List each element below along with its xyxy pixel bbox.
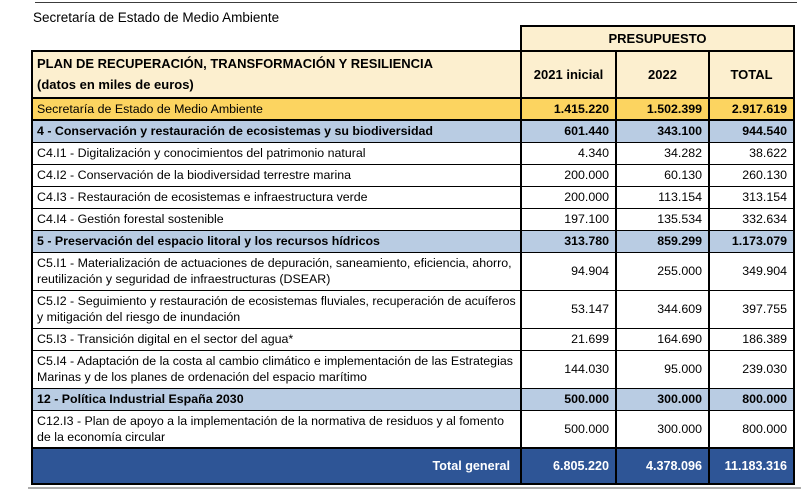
cell-total: 38.622 (709, 142, 794, 164)
cell-2022: 95.000 (616, 350, 709, 388)
cell-2021: 197.100 (521, 208, 616, 230)
cell-2021: 200.000 (521, 186, 616, 208)
cell-2022: 300.000 (616, 410, 709, 448)
cell-2021: 313.780 (521, 230, 616, 252)
row-label: C4.I4 - Gestión forestal sostenible (32, 208, 521, 230)
row-label: C4.I1 - Digitalización y conocimientos del patrimonio natural (32, 142, 521, 164)
row-label: Secretaría de Estado de Medio Ambiente (32, 98, 521, 120)
presupuesto-header-row (32, 26, 794, 51)
table-row (32, 410, 794, 448)
total-label: Total general (32, 448, 521, 484)
table-row (32, 290, 794, 328)
cell-total: 239.030 (709, 350, 794, 388)
cell-2021: 6.805.220 (521, 448, 616, 484)
cell-2022: 113.154 (616, 186, 709, 208)
column-header-2022: 2022 (616, 51, 709, 98)
cell-2022: 1.502.399 (616, 98, 709, 120)
cell-total: 944.540 (709, 120, 794, 142)
cell-2022: 60.130 (616, 164, 709, 186)
row-label: 12 - Política Industrial España 2030 (32, 388, 521, 410)
page-title: Secretaría de Estado de Medio Ambiente (33, 10, 280, 25)
cell-2022: 859.299 (616, 230, 709, 252)
cell-total: 397.755 (709, 290, 794, 328)
cell-total: 186.389 (709, 328, 794, 350)
cell-2021: 4.340 (521, 142, 616, 164)
cell-2021: 601.440 (521, 120, 616, 142)
cell-2021: 200.000 (521, 164, 616, 186)
column-header-row (32, 51, 794, 98)
cell-2022: 343.100 (616, 120, 709, 142)
cell-2022: 34.282 (616, 142, 709, 164)
cell-total: 800.000 (709, 388, 794, 410)
cell-total: 2.917.619 (709, 98, 794, 120)
cell-2022: 300.000 (616, 388, 709, 410)
cell-2021: 53.147 (521, 290, 616, 328)
row-label: C5.I1 - Materialización de actuaciones de depuración, saneamiento, eficiencia, ahorro, reutilización y seguridad de infraestructuras (DSEAR) (32, 252, 521, 290)
table-row (32, 328, 794, 350)
table-row (32, 252, 794, 290)
table-row (32, 350, 794, 388)
cell-total: 800.000 (709, 410, 794, 448)
table-row-section (32, 120, 794, 142)
row-label: C5.I3 - Transición digital en el sector del agua* (32, 328, 521, 350)
table-row-department (32, 98, 794, 120)
table-row-grand-total (32, 448, 794, 484)
budget-table (31, 25, 795, 485)
cell-2021: 1.415.220 (521, 98, 616, 120)
cell-total: 260.130 (709, 164, 794, 186)
cell-2021: 94.904 (521, 252, 616, 290)
table-title-line2: (datos en miles de euros) (37, 76, 194, 92)
table-row-section (32, 388, 794, 410)
row-label: C4.I3 - Restauración de ecosistemas e infraestructura verde (32, 186, 521, 208)
cell-total: 11.183.316 (709, 448, 794, 484)
cell-2022: 344.609 (616, 290, 709, 328)
cell-total: 313.154 (709, 186, 794, 208)
bottom-divider (28, 487, 801, 489)
table-row (32, 208, 794, 230)
cell-total: 349.904 (709, 252, 794, 290)
presupuesto-group-header: PRESUPUESTO (521, 26, 794, 51)
cell-2021: 21.699 (521, 328, 616, 350)
top-divider (35, 2, 797, 3)
column-header-2021: 2021 inicial (521, 51, 616, 98)
cell-2022: 255.000 (616, 252, 709, 290)
cell-2021: 500.000 (521, 410, 616, 448)
table-title-cell (32, 51, 521, 98)
cell-2022: 135.534 (616, 208, 709, 230)
row-label: 5 - Preservación del espacio litoral y los recursos hídricos (32, 230, 521, 252)
table-row (32, 186, 794, 208)
corner-spacer (32, 26, 521, 51)
cell-total: 332.634 (709, 208, 794, 230)
cell-2022: 164.690 (616, 328, 709, 350)
cell-2021: 500.000 (521, 388, 616, 410)
row-label: C5.I2 - Seguimiento y restauración de ecosistemas fluviales, recuperación de acuíferos y mitigación del riesgo de inundación (32, 290, 521, 328)
cell-2022: 4.378.096 (616, 448, 709, 484)
row-label: C4.I2 - Conservación de la biodiversidad terrestre marina (32, 164, 521, 186)
cell-total: 1.173.079 (709, 230, 794, 252)
table-row (32, 164, 794, 186)
column-header-total: TOTAL (709, 51, 794, 98)
table-title-line1: PLAN DE RECUPERACIÓN, TRANSFORMACIÓN Y RESILIENCIA (37, 56, 434, 72)
row-label: 4 - Conservación y restauración de ecosistemas y su biodiversidad (32, 120, 521, 142)
table-row-section (32, 230, 794, 252)
table-row (32, 142, 794, 164)
row-label: C5.I4 - Adaptación de la costa al cambio climático e implementación de las Estrategias Marinas y de los planes de ordenación del espacio marítimo (32, 350, 521, 388)
row-label: C12.I3 - Plan de apoyo a la implementación de la normativa de residuos y al fomento de la economía circular (32, 410, 521, 448)
cell-2021: 144.030 (521, 350, 616, 388)
